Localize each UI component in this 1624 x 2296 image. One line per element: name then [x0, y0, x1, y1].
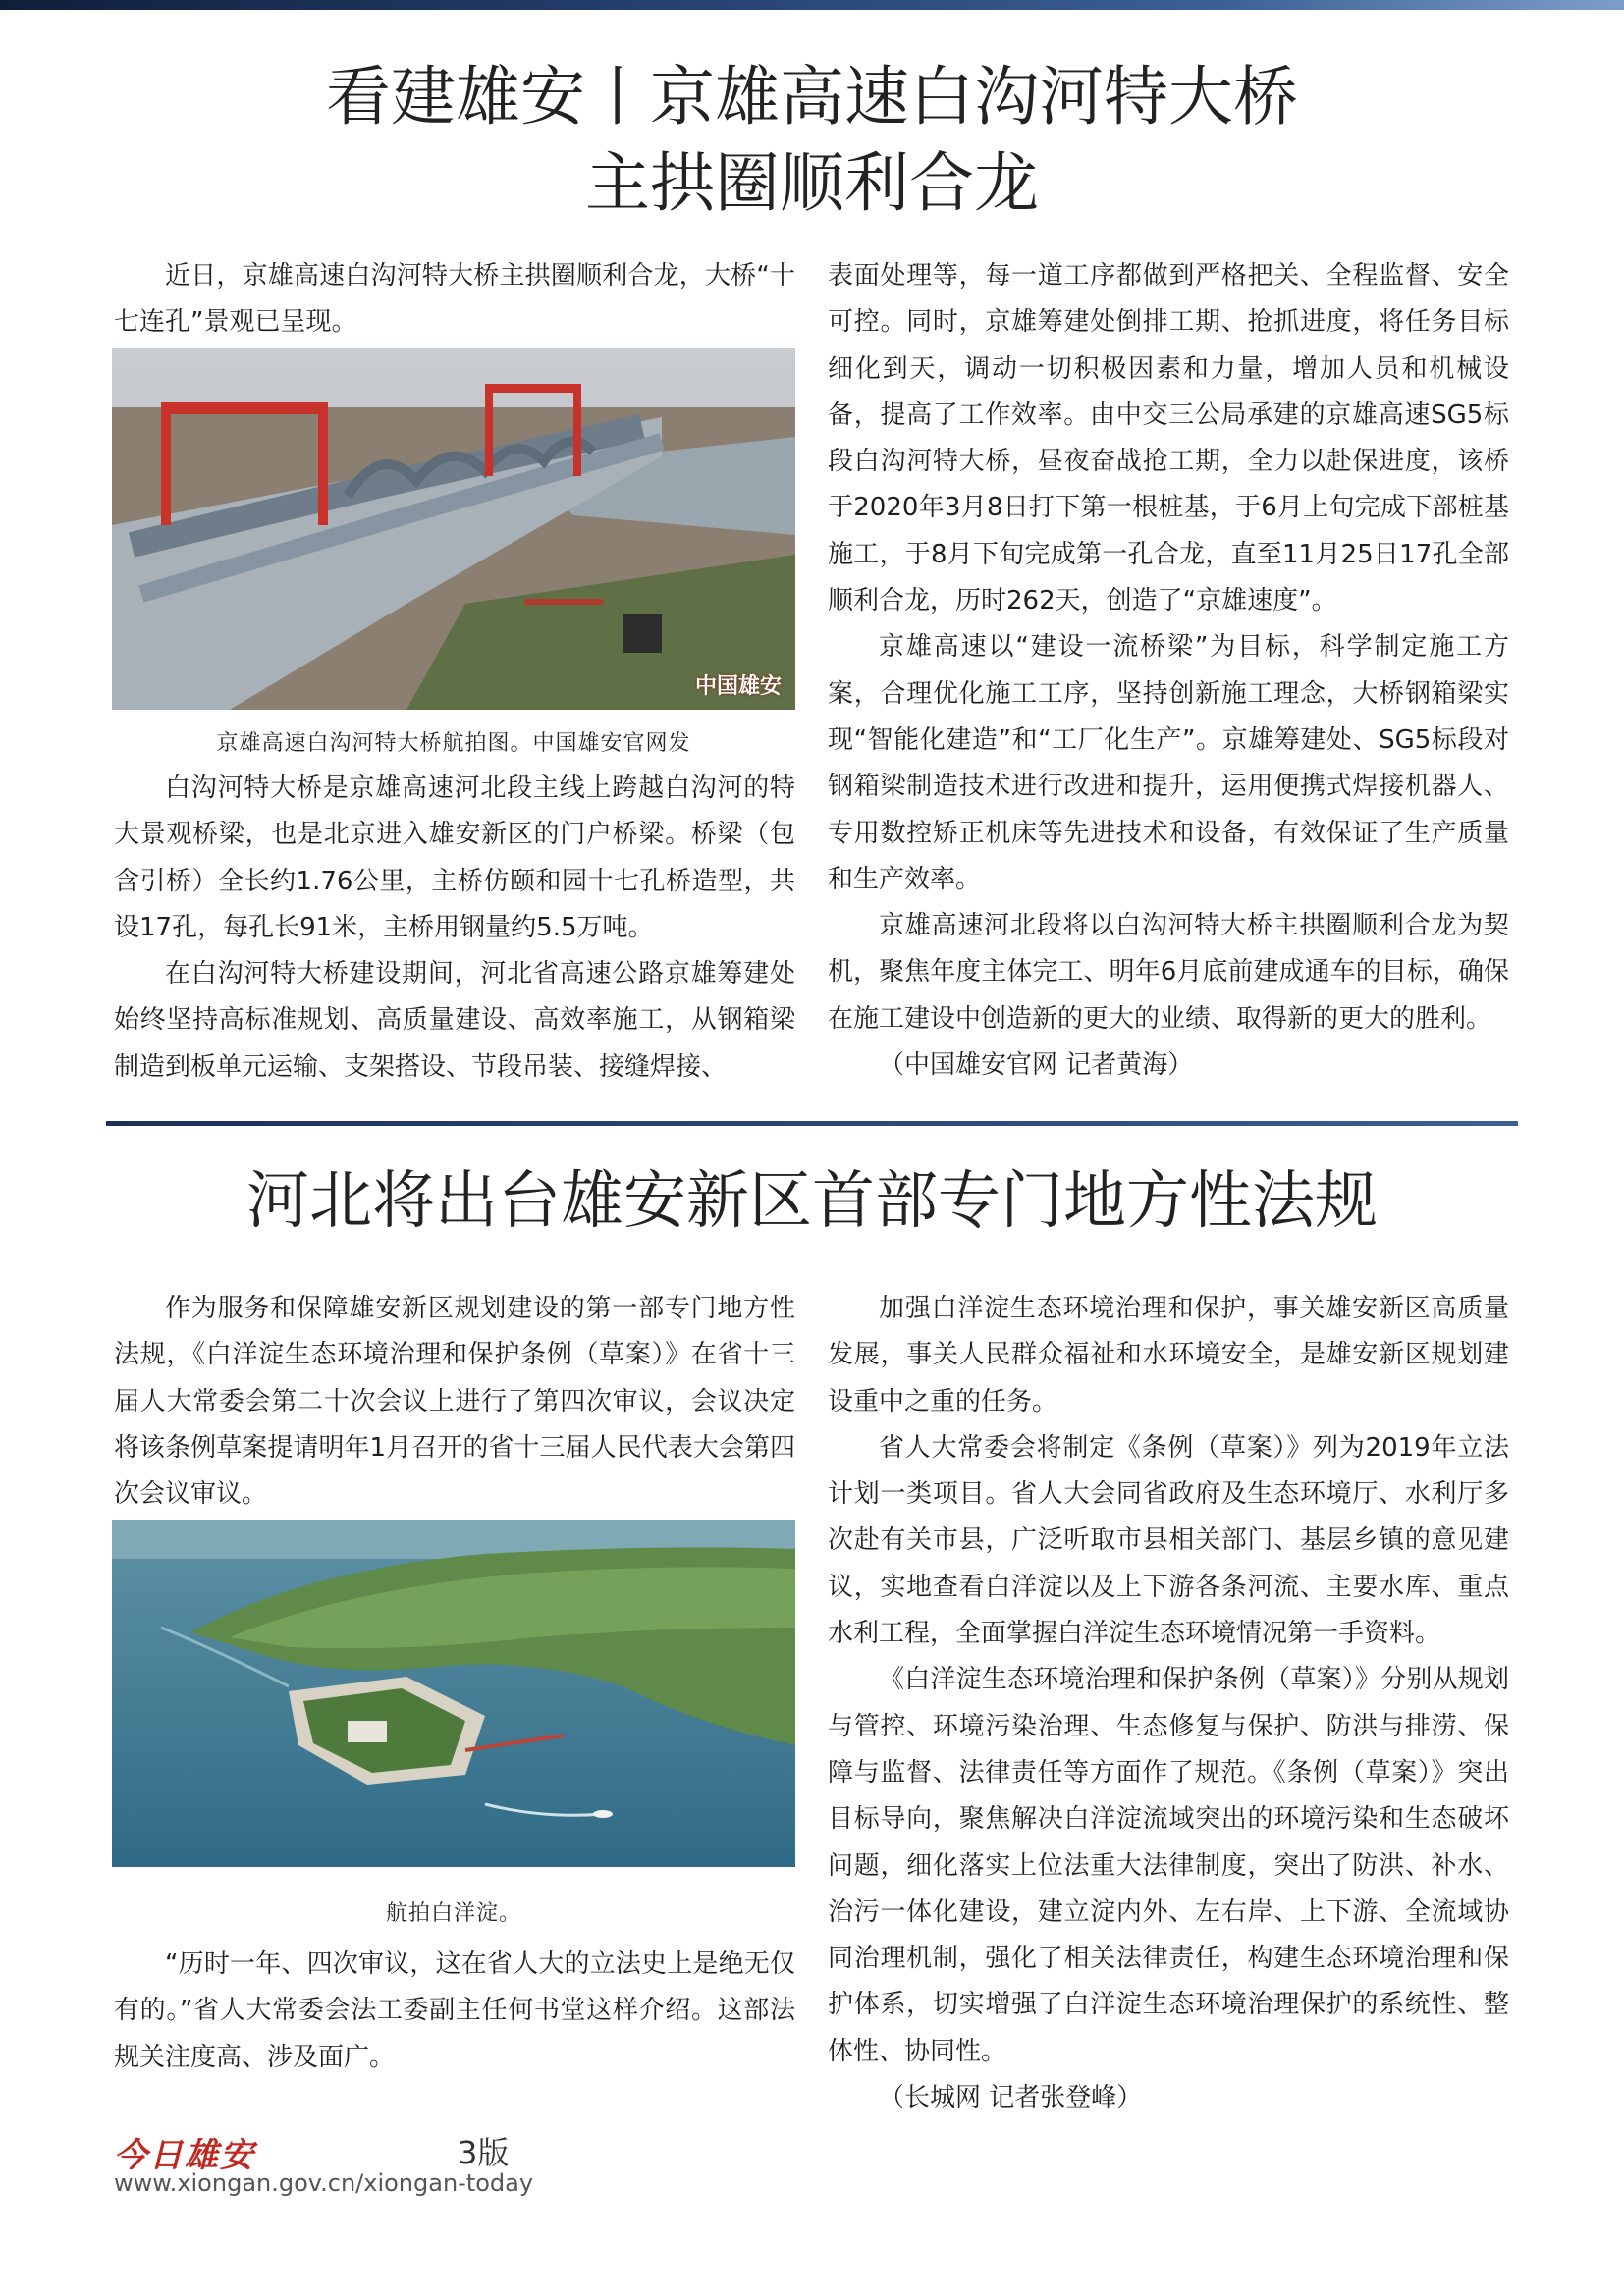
article2-right-column	[828, 1286, 1509, 2121]
article1-paragraph: 近日，京雄高速白沟河特大桥主拱圈顺利合龙，大桥“十七连孔”景观已呈现。	[114, 261, 795, 338]
article1-paragraph: 白沟河特大桥是京雄高速河北段主线上跨越白沟河的特大景观桥梁，也是北京进入雄安新区的门户桥梁。桥梁（包含引桥）全长约1.76公里，主桥仿颐和园十七孔桥造型，共设17孔，每孔长91米，主桥用钢量约5.5万吨。	[114, 774, 795, 942]
article1-paragraph: 京雄高速河北段将以白沟河特大桥主拱圈顺利合龙为契机，聚焦年度主体完工、明年6月底前建成通车的目标，确保在施工建设中创造新的更大的业绩、取得新的更大的胜利。	[828, 911, 1509, 1034]
lake-photo-drawing	[112, 1520, 795, 1867]
article1-right-column	[828, 253, 1509, 1089]
article2-paragraph: 省人大常委会将制定《条例（草案）》列为2019年立法计划一类项目。省人大会同省政府及生态环境厅、水利厅多次赴有关市县，广泛听取市县相关部门、基层乡镇的意见建议，实地查看白洋淀以及上下游各条河流、主要水库、重点水利工程，全面掌握白洋淀生态环境情况第一手资料。	[828, 1432, 1509, 1649]
article1-paragraph: 表面处理等，每一道工序都做到严格把关、全程监督、安全可控。同时，京雄筹建处倒排工期、抢抓进度，将任务目标细化到天，调动一切积极因素和力量，增加人员和机械设备，提高了工作效率。由中交三公局承建的京雄高速SG5标段白沟河特大桥，昼夜奋战抢工期，全力以赴保进度，该桥于2020年3月8日打下第一根桩基，于6月上旬完成下部桩基施工，于8月下旬完成第一孔合龙，直至11月25日17孔全部顺利合龙，历时262天，创造了“京雄速度”。	[828, 261, 1509, 616]
bridge-aerial-photo	[112, 348, 795, 710]
article2-photo-caption: 航拍白洋淀。	[385, 1901, 521, 1926]
top-color-bar	[0, 0, 1624, 10]
bridge-photo-drawing	[112, 348, 795, 710]
site-url[interactable]: www.xiongan.gov.cn/xiongan-today	[114, 2169, 534, 2197]
article1-paragraph: 京雄高速以“建设一流桥梁”为目标，科学制定施工方案，合理优化施工工序，坚持创新施工理念，大桥钢箱梁实现“智能化建造”和“工厂化生产”。京雄筹建处、SG5标段对钢箱梁制造技术进行改进和提升，运用便携式焊接机器人、专用数控矫正机床等先进技术和设备，有效保证了生产质量和生产效率。	[828, 632, 1509, 894]
article2-headline: 河北将出台雄安新区首部专门地方性法规	[246, 1165, 1378, 1238]
article1-title-line2: 主拱圈顺利合龙	[585, 145, 1039, 221]
page-number: 3版	[458, 2134, 510, 2171]
article2-byline: （长城网 记者张登峰）	[879, 2083, 1143, 2113]
article2-paragraph: 加强白洋淀生态环境治理和保护，事关雄安新区高质量发展，事关人民群众福祉和水环境安全，是雄安新区规划建设重中之重的任务。	[828, 1294, 1509, 1416]
article1-byline: （中国雄安官网 记者黄海）	[879, 1050, 1194, 1081]
article1-title-line1: 看建雄安丨京雄高速白沟河特大桥	[326, 59, 1298, 134]
photo-watermark: 中国雄安	[694, 673, 782, 699]
section-divider	[106, 1121, 1518, 1126]
baiyangdian-aerial-photo	[112, 1520, 795, 1867]
article1-paragraph: 在白沟河特大桥建设期间，河北省高速公路京雄筹建处始终坚持高标准规划、高质量建设、高效率施工，从钢箱梁制造到板单元运输、支架搭设、节段吊装、接缝焊接、	[114, 959, 795, 1082]
article1-left-column-bottom	[114, 766, 795, 1091]
article1-photo-caption: 京雄高速白沟河特大桥航拍图。中国雄安官网发	[216, 731, 691, 756]
article2-paragraph: 《白洋淀生态环境治理和保护条例（草案）》分别从规划与管控、环境污染治理、生态修复与保护、防洪与排涝、保障与监督、法律责任等方面作了规范。《条例（草案）》突出目标导向，聚焦解决白洋淀流域突出的环境污染和生态破坏问题，细化落实上位法重大法律制度，突出了防洪、补水、治污一体化建设，建立淀内外、左右岸、上下游、全流域协同治理机制，强化了相关法律责任，构建生态环境治理和保护体系，切实增强了白洋淀生态环境治理保护的系统性、整体性、协同性。	[828, 1665, 1509, 2066]
newspaper-logo: 今日雄安	[114, 2136, 255, 2175]
article1-headline	[98, 54, 1526, 227]
article2-paragraph: 作为服务和保障雄安新区规划建设的第一部专门地方性法规，《白洋淀生态环境治理和保护条例（草案）》在省十三届人大常委会第二十次会议上进行了第四次审议，会议决定将该条例草案提请明年1月召开的省十三届人民代表大会第四次会议审议。	[114, 1294, 795, 1510]
article2-left-column-bottom	[114, 1942, 795, 2081]
article2-paragraph: “历时一年、四次审议，这在省人大的立法史上是绝无仅有的。”省人大常委会法工委副主任何书堂这样介绍。这部法规关注度高、涉及面广。	[114, 1949, 795, 2072]
article2-left-column-top	[114, 1286, 795, 1518]
article1-left-column-top	[114, 253, 795, 347]
